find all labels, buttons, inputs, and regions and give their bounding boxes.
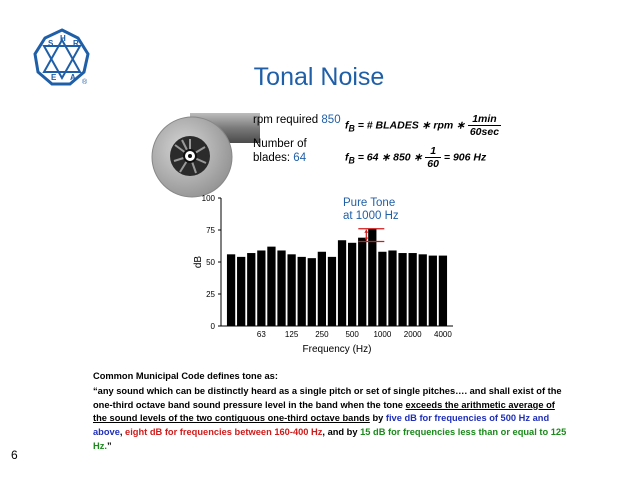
x-tick-label: 2000	[403, 330, 422, 339]
formula1-den: 60sec	[469, 126, 500, 138]
code-p7: , and by	[322, 427, 361, 438]
logo-letter: E	[51, 73, 57, 82]
code-rule-500: five dB for frequencies of 500 Hz and above	[93, 413, 550, 438]
code-definition	[93, 385, 568, 454]
page-number: 6	[11, 448, 18, 462]
logo-letter: A	[70, 73, 76, 82]
formula-calculation	[345, 145, 486, 170]
y-tick-label: 100	[201, 194, 215, 203]
code-p9: ”	[106, 440, 112, 451]
bar	[247, 253, 255, 326]
code-p1: “any sound which can be distinctly heard as a single pitch or set of single pitches…. and shall exist of the one-third octave band sound pressure level in the band when the tone	[93, 386, 562, 410]
y-tick-label: 25	[206, 290, 215, 299]
blades-label-2: blades:	[253, 152, 291, 164]
bar-pure-tone	[368, 229, 376, 326]
logo-letter: R	[73, 39, 79, 48]
code-p3: by	[369, 413, 386, 424]
rpm-label: rpm required	[253, 114, 319, 126]
code-underlined: exceeds the arithmetic average of the sound levels of the two contiguous one-third octave bands	[93, 399, 555, 424]
bar	[318, 252, 326, 326]
blades-info	[253, 137, 307, 165]
bar	[358, 238, 366, 326]
bar	[398, 253, 406, 326]
bar	[237, 257, 245, 326]
formula1-sub: B	[348, 123, 355, 134]
y-axis-label: dB	[193, 255, 204, 269]
formula2-den: 60	[427, 158, 439, 170]
registered-mark: ®	[82, 79, 88, 86]
bar	[409, 253, 417, 326]
blades-label-1: Number of	[253, 138, 307, 150]
bar	[267, 247, 275, 326]
rpm-value: 850	[321, 114, 341, 126]
bar	[298, 257, 306, 326]
formula2-sub: B	[348, 155, 355, 166]
logo-letter: S	[48, 39, 54, 48]
x-tick-label: 63	[256, 330, 266, 339]
bar	[378, 252, 386, 326]
bar	[388, 250, 396, 326]
y-tick-label: 75	[206, 226, 215, 235]
pure-tone-line1: Pure Tone	[343, 197, 396, 209]
bar	[287, 254, 295, 326]
x-tick-label: 250	[315, 330, 329, 339]
y-tick-label: 50	[206, 258, 215, 267]
code-rule-160-400: eight dB for frequencies between 160-400 Hz	[125, 427, 323, 438]
annotation-arrow-up	[364, 230, 368, 233]
formula1-rhs: = # BLADES ∗ rpm ∗	[357, 119, 465, 132]
bar	[348, 243, 356, 326]
x-tick-label: 1000	[373, 330, 392, 339]
logo-letter: H	[60, 34, 66, 43]
formula1-f: f	[345, 119, 349, 132]
bar	[419, 254, 427, 326]
x-tick-label: 125	[284, 330, 299, 339]
formula2-num: 1	[425, 145, 441, 158]
pure-tone-line2: at 1000 Hz	[343, 210, 399, 222]
bar	[429, 256, 437, 326]
bar	[338, 240, 346, 326]
formula-general	[345, 113, 501, 138]
bar	[439, 256, 447, 326]
page-title: Tonal Noise	[253, 63, 385, 91]
formula2-result: = 906 Hz	[443, 151, 487, 164]
bar	[328, 257, 336, 326]
formula2-rhs: = 64 ∗ 850 ∗	[357, 151, 423, 164]
blades-value: 64	[293, 152, 307, 164]
x-tick-label: 4000	[434, 330, 452, 339]
code-p5: ,	[119, 427, 126, 438]
x-axis-label: Frequency (Hz)	[302, 344, 372, 355]
spectrum-chart	[185, 192, 465, 362]
bar	[308, 258, 316, 326]
rpm-info	[253, 113, 341, 127]
bar	[277, 250, 285, 326]
bar	[227, 254, 235, 326]
bar	[257, 250, 265, 326]
code-rule-125: 15 dB for frequencies less than or equal to 125 Hz.	[93, 427, 567, 451]
formula1-num: 1min	[468, 113, 501, 126]
x-tick-label: 500	[345, 330, 359, 339]
formula2-f: f	[345, 151, 349, 164]
code-heading: Common Municipal Code defines tone as:	[93, 371, 278, 381]
y-tick-label: 0	[210, 322, 215, 331]
